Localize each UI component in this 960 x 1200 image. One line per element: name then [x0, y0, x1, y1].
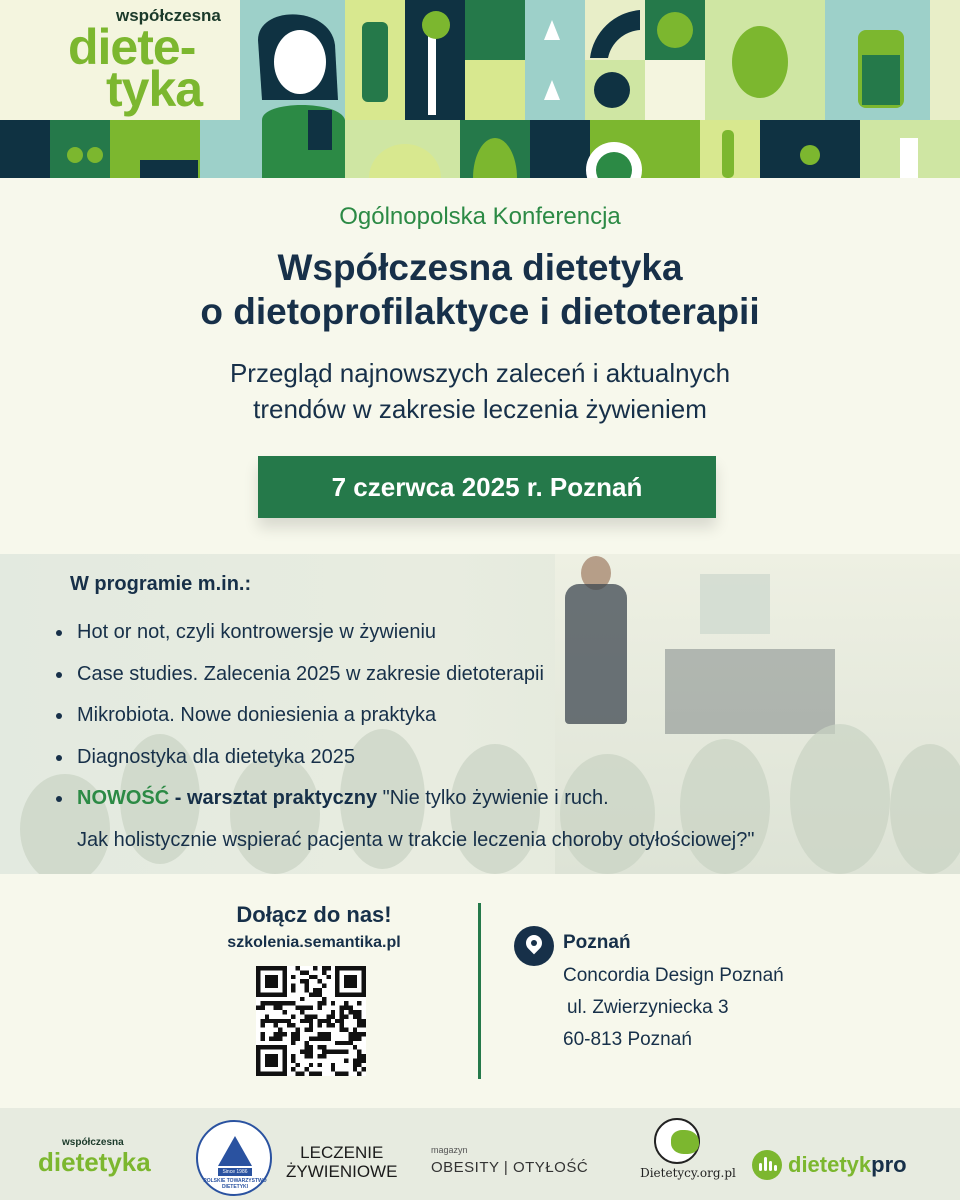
new-label: NOWOŚĆ [77, 787, 170, 809]
list-item: Mikrobiota. Nowe doniesienia a praktyka [52, 695, 952, 737]
workshop-quote-part1: "Nie tylko żywienie i ruch. [377, 787, 609, 809]
dpro-b: pro [871, 1152, 907, 1177]
logo-small-text: współczesna [116, 6, 221, 25]
event-subtitle: Ogólnopolska Konferencja [339, 203, 621, 230]
logo1-big: dietetyka [38, 1147, 151, 1177]
workshop-label: warsztat praktyczny [187, 787, 378, 809]
ptd-ring-text: POLSKIE TOWARZYSTWO DIETETYKI [203, 1178, 267, 1190]
poland-map-icon [671, 1130, 699, 1154]
list-item-new [52, 778, 952, 820]
obes-title: OBESITY | OTYŁOŚĆ [431, 1159, 589, 1176]
address-postal: 60-813 Poznań [563, 1029, 692, 1050]
logo-big-line2: tyka [106, 61, 203, 117]
location-pin-icon [514, 926, 554, 966]
address-city: Poznań [563, 932, 631, 953]
address-venue: Concordia Design Poznań [563, 965, 784, 986]
qr-code[interactable] [256, 966, 366, 1076]
join-title: Dołącz do nas! [236, 902, 392, 927]
ptd-since: Since 1986 [218, 1168, 252, 1176]
title-line2: o dietoprofilaktyce i dietoterapii [200, 291, 760, 332]
vertical-divider [478, 903, 481, 1079]
list-item: Case studies. Zalecenia 2025 w zakresie dietoterapii [52, 654, 952, 696]
list-item: Diagnostyka dla dietetyka 2025 [52, 737, 952, 779]
dietetycy-org-logo [640, 1118, 736, 1192]
list-item-continuation: Jak holistycznie wspierać pacjenta w trakcie leczenia choroby otyłościowej?" [77, 828, 755, 851]
program-heading: W programie m.in.: [70, 573, 252, 595]
logo-big-line1: diete- [68, 19, 196, 75]
registration-link[interactable]: szkolenia.semantika.pl [227, 934, 401, 951]
new-separator: - [169, 787, 187, 809]
address-street: ul. Zwierzyniecka 3 [567, 997, 729, 1018]
logo1-small: współczesna [62, 1137, 124, 1148]
event-lead [0, 355, 960, 427]
lead-line1: Przegląd najnowszych zaleceń i aktualnych [229, 358, 731, 388]
ptd-logo [196, 1120, 272, 1196]
lecz-line1: LECZENIE [300, 1143, 384, 1162]
lecz-line2: ŻYWIENIOWE [286, 1162, 398, 1181]
leczenie-zywieniowe-logo [286, 1143, 397, 1181]
program-list [52, 612, 952, 861]
brand-logo [68, 4, 228, 117]
obes-small: magazyn [431, 1145, 468, 1155]
title-line1: Współczesna dietetyka [277, 247, 683, 288]
audio-wave-icon [752, 1150, 782, 1180]
lead-line2: trendów w zakresie leczenia żywieniem [253, 394, 707, 424]
header-banner [0, 0, 960, 178]
dpro-a: dietetyk [788, 1152, 872, 1177]
dietetycy-text: Dietetycy.org.pl [640, 1166, 736, 1180]
date-location-banner: 7 czerwca 2025 r. Poznań [258, 456, 716, 518]
event-title [0, 246, 960, 334]
list-item: Hot or not, czyli kontrowersje w żywieniu [52, 612, 952, 654]
